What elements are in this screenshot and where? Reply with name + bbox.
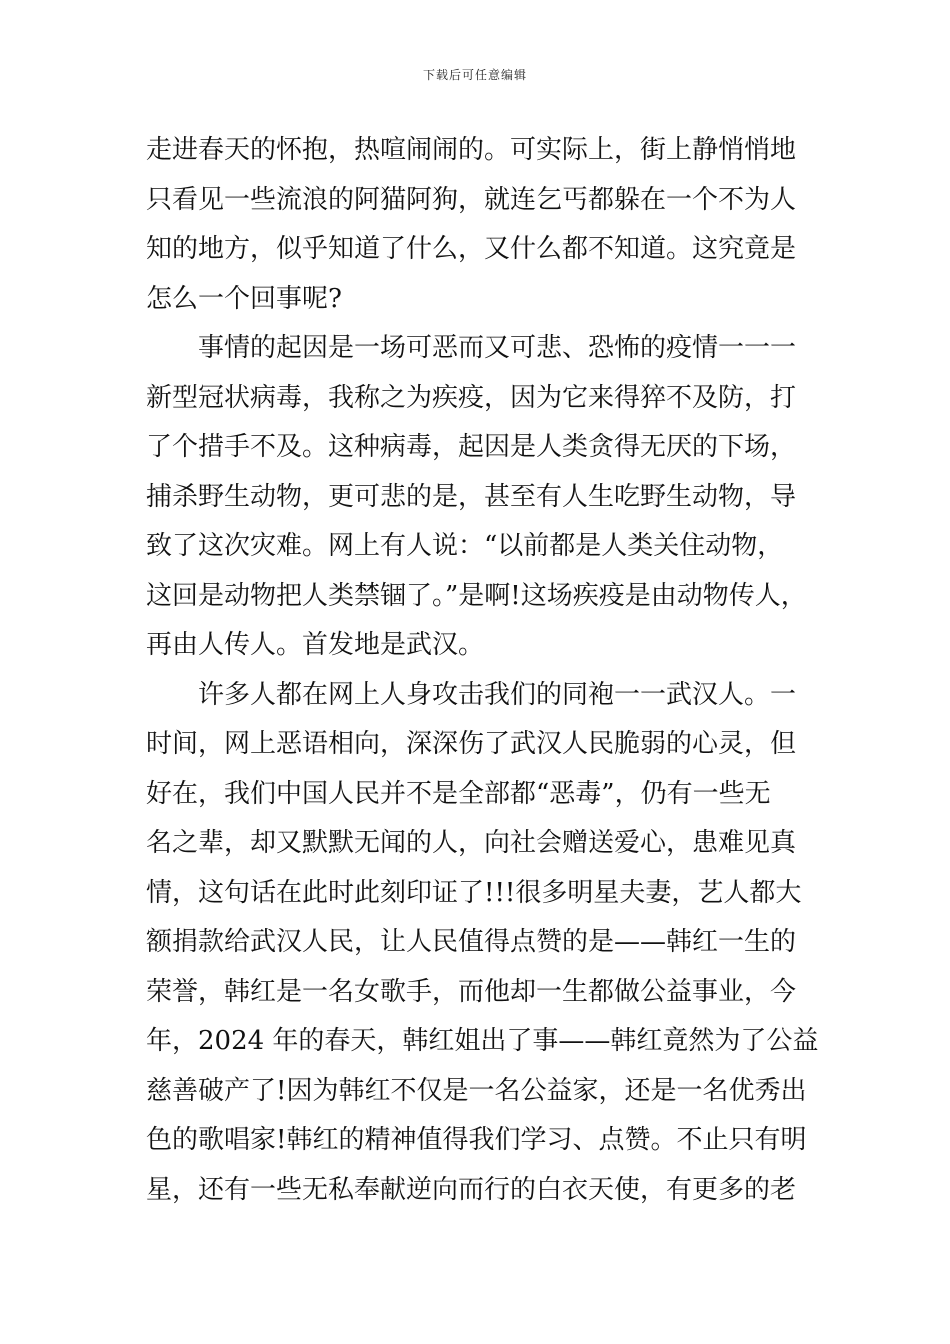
text-line: 好在，我们中国人民并不是全部都“恶毒”，仍有一些无	[146, 778, 771, 809]
text-line: 只看见一些流浪的阿猫阿狗，就连乞丐都躲在一个不为人	[146, 184, 797, 215]
text-line: 走进春天的怀抱，热喧闹闹的。可实际上，街上静悄悄地	[146, 135, 797, 165]
text-line: 情，这句话在此时此刻印证了!!!很多明星夫妻，艺人都大	[146, 877, 802, 908]
body-text	[146, 126, 818, 1215]
text-line: 额捐款给武汉人民，让人民值得点赞的是——韩红一生的	[146, 927, 797, 957]
text-line: 致了这次灾难。网上有人说：“以前都是人类关住动物，	[146, 531, 784, 561]
text-line: 慈善破产了!因为韩红不仅是一名公益家，还是一名优秀出	[146, 1075, 807, 1106]
text-line: 再由人传人。首发地是武汉。	[146, 630, 485, 660]
text-line: 星，还有一些无私奉献逆向而行的白衣天使，有更多的老	[146, 1174, 797, 1205]
text-line: 新型冠状病毒，我称之为疾疫，因为它来得猝不及防，打	[146, 382, 797, 413]
text-line: 荣誉，韩红是一名女歌手，而他却一生都做公益事业，今	[146, 976, 797, 1007]
text-line: 了个措手不及。这种病毒，起因是人类贪得无厌的下场，	[146, 432, 797, 462]
text-line: 色的歌唱家!韩红的精神值得我们学习、点赞。不止只有明	[146, 1125, 807, 1155]
text-line: 名之辈，却又默默无闻的人，向社会赠送爱心，患难见真	[146, 828, 797, 858]
text-line: 捕杀野生动物，更可悲的是，甚至有人生吃野生动物，导	[146, 481, 797, 512]
text-line: 知的地方，似乎知道了什么，又什么都不知道。这究竟是	[146, 234, 797, 264]
text-line: 时间，网上恶语相向，深深伤了武汉人民脆弱的心灵，但	[146, 729, 797, 759]
paragraph-first-line: 事情的起因是一场可恶而又可悲、恐怖的疫情一一一	[198, 333, 797, 363]
text-line: 怎么一个回事呢?	[146, 283, 342, 314]
text-line: 这回是动物把人类禁锢了。”是啊!这场疾疫是由动物传人，	[146, 580, 807, 611]
header-note: 下载后可任意编辑	[422, 68, 527, 82]
text-line: 年，2024 年的春天，韩红姐出了事——韩红竟然为了公益	[146, 1026, 819, 1056]
paragraph-first-line: 许多人都在网上人身攻击我们的同袍一一武汉人。一	[198, 679, 797, 710]
